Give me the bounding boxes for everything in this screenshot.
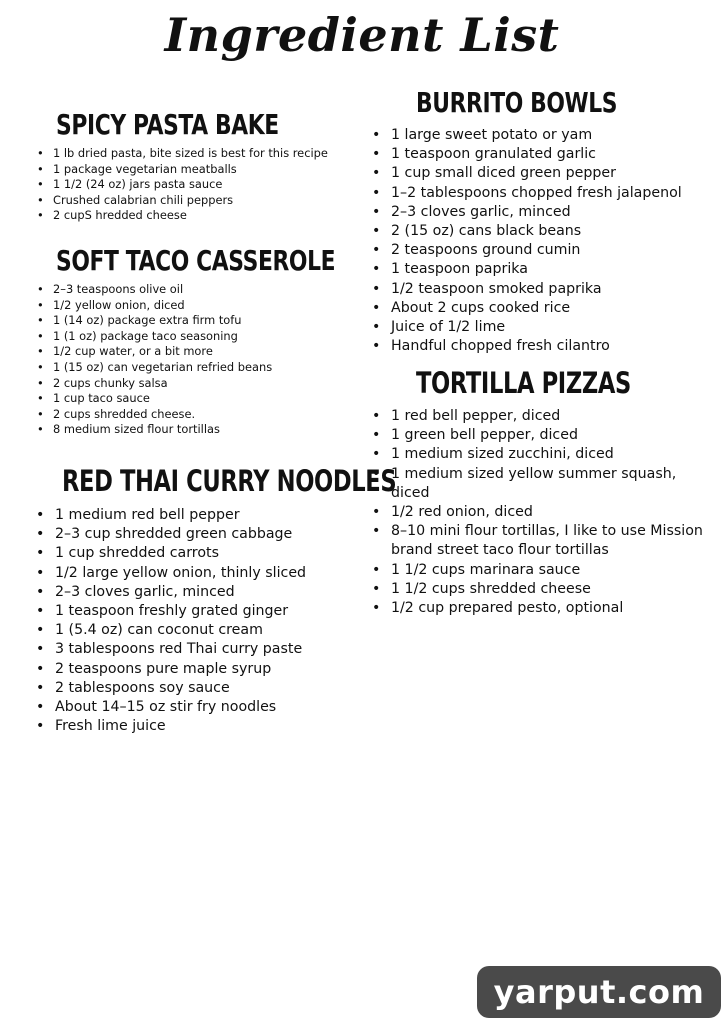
list-item: • 3 tablespoons red Thai curry paste (36, 640, 366, 659)
list-item: • 1 medium red bell pepper (36, 506, 366, 525)
list-item: • 2 cups shredded cheese. (36, 407, 356, 423)
section-tortilla-pizzas (372, 366, 717, 618)
list-item: • 1/2 red onion, diced (372, 503, 717, 522)
list-item: • 1 green bell pepper, diced (372, 426, 717, 445)
list-item: • Handful chopped fresh cilantro (372, 337, 712, 356)
list-item: • 2 teaspoons ground cumin (372, 241, 712, 260)
list-item: • 2 cups chunky salsa (36, 376, 356, 392)
list-item: • 1 red bell pepper, diced (372, 407, 717, 426)
list-item: • 1 teaspoon freshly grated ginger (36, 602, 366, 621)
list-item: • 1 cup taco sauce (36, 391, 356, 407)
list-item: • 2 tablespoons soy sauce (36, 679, 366, 698)
list-item: • 2 teaspoons pure maple syrup (36, 660, 366, 679)
section-heading: SOFT TACO CASSEROLE (56, 244, 336, 277)
list-item: • 2 cupS hredded cheese (36, 208, 356, 224)
list-item: • Fresh lime juice (36, 717, 366, 736)
list-item: • 1 (14 oz) package extra firm tofu (36, 313, 356, 329)
section-heading: BURRITO BOWLS (416, 86, 618, 119)
list-item: • 1/2 cup water, or a bit more (36, 344, 356, 360)
list-item: • Juice of 1/2 lime (372, 318, 712, 337)
watermark: yarput.com (477, 966, 721, 1018)
list-item: • About 2 cups cooked rice (372, 299, 712, 318)
list-item: • 1 teaspoon granulated garlic (372, 145, 712, 164)
list-item: • 1 (5.4 oz) can coconut cream (36, 621, 366, 640)
list-item: • 1 (15 oz) can vegetarian refried beans (36, 360, 356, 376)
page-title: Ingredient List (164, 8, 560, 62)
list-item: • 8 medium sized flour tortillas (36, 422, 356, 438)
section-soft-taco-casserole (36, 244, 356, 438)
section-red-thai-curry-noodles (36, 464, 397, 736)
list-item: • 1 medium sized zucchini, diced (372, 445, 717, 464)
list-item: • 2–3 teaspoons olive oil (36, 282, 356, 298)
list-item: • 1 (1 oz) package taco seasoning (36, 329, 356, 345)
list-item: • 1/2 cup prepared pesto, optional (372, 599, 717, 618)
list-item: • 2–3 cup shredded green cabbage (36, 525, 366, 544)
ingredient-list (372, 126, 712, 356)
list-item: • 1/2 large yellow onion, thinly sliced (36, 564, 366, 583)
list-item: • 1 cup small diced green pepper (372, 164, 712, 183)
list-item: • Crushed calabrian chili peppers (36, 193, 356, 209)
section-spicy-pasta-bake (36, 108, 356, 224)
list-item: • 1 package vegetarian meatballs (36, 162, 356, 178)
list-item: • 8–10 mini flour tortillas, I like to use Mission brand street taco flour tortillas (372, 522, 717, 560)
list-item: • 1/2 yellow onion, diced (36, 298, 356, 314)
list-item: • 1 lb dried pasta, bite sized is best for this recipe (36, 146, 356, 162)
list-item: • 2–3 cloves garlic, minced (36, 583, 366, 602)
list-item: • About 14–15 oz stir fry noodles (36, 698, 366, 717)
section-heading: SPICY PASTA BAKE (56, 108, 279, 141)
list-item: • 1 medium sized yellow summer squash, diced (372, 465, 717, 503)
list-item: • 1 cup shredded carrots (36, 544, 366, 563)
list-item: • 1–2 tablespoons chopped fresh jalapenol (372, 184, 712, 203)
list-item: • 2 (15 oz) cans black beans (372, 222, 712, 241)
ingredient-list (36, 282, 356, 438)
list-item: • 1 1/2 cups marinara sauce (372, 561, 717, 580)
list-item: • 1 teaspoon paprika (372, 260, 712, 279)
list-item: • 2–3 cloves garlic, minced (372, 203, 712, 222)
section-heading: TORTILLA PIZZAS (416, 366, 631, 400)
section-heading: RED THAI CURRY NOODLES (62, 464, 397, 498)
section-burrito-bowls (372, 86, 712, 356)
ingredient-list (36, 506, 366, 736)
ingredient-list (372, 407, 717, 618)
list-item: • 1/2 teaspoon smoked paprika (372, 280, 712, 299)
list-item: • 1 1/2 (24 oz) jars pasta sauce (36, 177, 356, 193)
list-item: • 1 1/2 cups shredded cheese (372, 580, 717, 599)
ingredient-list (36, 146, 356, 224)
list-item: • 1 large sweet potato or yam (372, 126, 712, 145)
